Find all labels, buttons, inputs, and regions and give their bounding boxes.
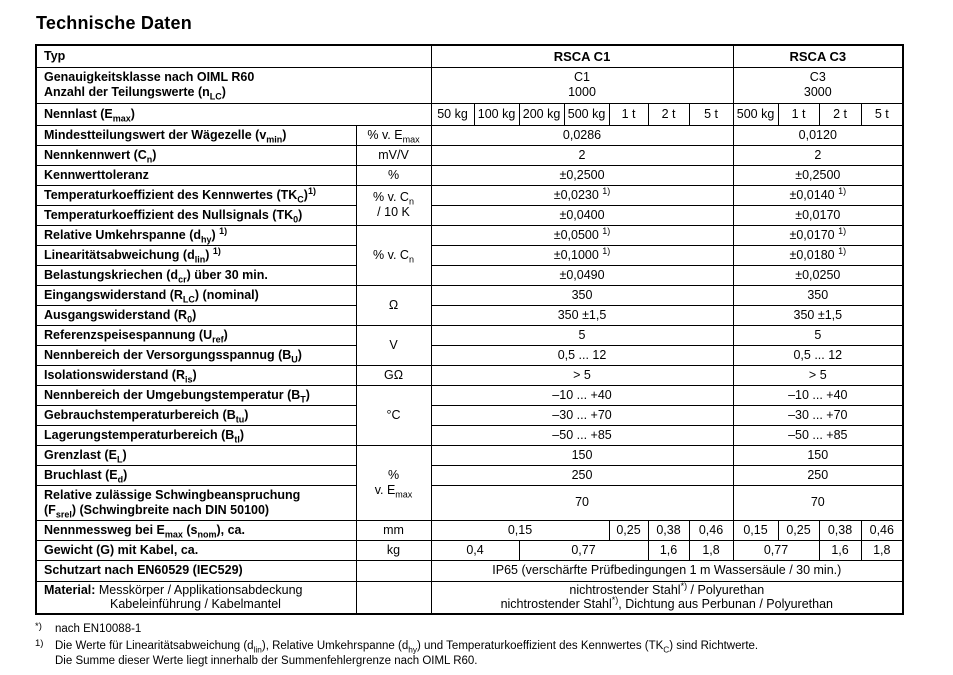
row-kennwerttoleranz	[36, 165, 903, 185]
column-header-rsca-c1: RSCA C1	[431, 45, 733, 67]
bt-c3-value: –10 ... +40	[733, 385, 903, 405]
unit-cell: Ω	[356, 285, 431, 325]
row-isolationswiderstand-label: Isolationswiderstand $(R_{is})$	[36, 365, 356, 385]
column-header-rsca-c3: RSCA C3	[733, 45, 903, 67]
btl-c3-value: –50 ... +85	[733, 425, 903, 445]
snom-c3-value: 0,46	[861, 520, 903, 540]
row-schutzart	[36, 560, 903, 581]
row-kennwerttoleranz-label: Kennwerttoleranz	[36, 165, 356, 185]
genauigkeitsklasse-c3-value: C3 3000	[733, 67, 903, 103]
unit-cell: GΩ	[356, 365, 431, 385]
row-lagerungstemperatur-label: Lagerungstemperaturbereich $(B_{tl})$	[36, 425, 356, 445]
row-tk-kennwert	[36, 185, 903, 205]
page-title: Technische Daten	[36, 13, 192, 33]
row-grenzlast-label: Grenzlast $(E_L)$	[36, 445, 356, 465]
genauigkeitsklasse-c1-value: C1 1000	[431, 67, 733, 103]
btu-c1-value: –30 ... +70	[431, 405, 733, 425]
unit-cell: mm	[356, 520, 431, 540]
row-material-label: Material: Messkörper / Applikationsabdeckung Kabeleinführung / Kabelmantel	[36, 581, 356, 614]
row-lagerungstemperatur	[36, 425, 903, 445]
row-nennlast-label: Nennlast $(E_{max})$	[36, 103, 431, 125]
cn-c3-value: 2	[733, 145, 903, 165]
tk0-c3-value: ±0,0170	[733, 205, 903, 225]
unit-cell: % v. $E_{max}$	[356, 445, 431, 520]
unit-cell: mV/V	[356, 145, 431, 165]
fsrel-c3-value: 70	[733, 485, 903, 520]
uref-c1-value: 5	[431, 325, 733, 345]
bt-c1-value: –10 ... +40	[431, 385, 733, 405]
bu-c1-value: 0,5 ... 12	[431, 345, 733, 365]
row-linearitaetsabweichung	[36, 245, 903, 265]
row-schwingbeanspruchung-label: Relative zulässige Schwingbeanspruchung $(F_{srel})$ (Schwingbreite nach DIN 50100)	[36, 485, 356, 520]
unit-cell: kg	[356, 540, 431, 560]
ktol-c1-value: ±0,2500	[431, 165, 733, 185]
uref-c3-value: 5	[733, 325, 903, 345]
row-referenzspeisespannung	[36, 325, 903, 345]
row-umgebungstemperatur-label: Nennbereich der Umgebungstemperatur $(B_T)$	[36, 385, 356, 405]
footnote-star-text: nach EN10088-1	[55, 623, 142, 635]
row-isolationswiderstand	[36, 365, 903, 385]
btl-c1-value: –50 ... +85	[431, 425, 733, 445]
dhy-c3-value: ±0,0170 $^{1)}$	[733, 225, 903, 245]
nennlast-c1-col: 50 kg	[431, 103, 474, 125]
row-ausgangswiderstand	[36, 305, 903, 325]
footnote-star-marker: *)	[35, 621, 42, 632]
nennlast-c1-col: 200 kg	[519, 103, 564, 125]
snom-c3-value: 0,25	[778, 520, 819, 540]
gewicht-c1-value: 0,4	[431, 540, 519, 560]
row-linearitaetsabweichung-label: Linearitätsabweichung $(d_{lin})$ $^{1)}$	[36, 245, 356, 265]
ris-c1-value: > 5	[431, 365, 733, 385]
row-typ-label: Typ	[36, 45, 431, 67]
snom-c1-value: 0,38	[648, 520, 689, 540]
dcr-c3-value: ±0,0250	[733, 265, 903, 285]
tk0-c1-value: ±0,0400	[431, 205, 733, 225]
unit-cell: V	[356, 325, 431, 365]
dlin-c3-value: ±0,0180 $^{1)}$	[733, 245, 903, 265]
row-gebrauchstemperatur	[36, 405, 903, 425]
nennlast-c3-col: 5 t	[861, 103, 903, 125]
row-schutzart-label: Schutzart nach EN60529 (IEC529)	[36, 560, 356, 581]
technical-data-table	[35, 44, 904, 615]
row-belastungskriechen	[36, 265, 903, 285]
nennlast-c3-col: 2 t	[819, 103, 861, 125]
footnote-star	[35, 622, 940, 637]
row-versorgungsspannung-label: Nennbereich der Versorgungsspannug $(B_U)$	[36, 345, 356, 365]
material-value: nichtrostender Stahl*) / Polyurethan nichtrostender Stahl*), Dichtung aus Perbunan / Polyurethan	[431, 581, 903, 614]
row-material	[36, 581, 903, 614]
unit-cell	[356, 560, 431, 581]
nennlast-c3-col: 500 kg	[733, 103, 778, 125]
unit-cell: % v. $C_n$ / 10 K	[356, 185, 431, 225]
row-referenzspeisespannung-label: Referenzspeisespannung $(U_{ref})$	[36, 325, 356, 345]
row-nennlast	[36, 103, 903, 125]
row-nennkennwert	[36, 145, 903, 165]
row-belastungskriechen-label: Belastungskriechen $(d_{cr})$ über 30 min.	[36, 265, 356, 285]
el-c1-value: 150	[431, 445, 733, 465]
gewicht-c1-value: 1,8	[689, 540, 733, 560]
nennlast-c1-col: 100 kg	[474, 103, 519, 125]
row-typ	[36, 45, 903, 67]
dcr-c1-value: ±0,0490	[431, 265, 733, 285]
bu-c3-value: 0,5 ... 12	[733, 345, 903, 365]
vmin-c1-value: 0,0286	[431, 125, 733, 145]
row-grenzlast	[36, 445, 903, 465]
row-eingangswiderstand-label: Eingangswiderstand $(R_{LC})$ (nominal)	[36, 285, 356, 305]
dlin-c1-value: ±0,1000 $^{1)}$	[431, 245, 733, 265]
snom-c3-value: 0,15	[733, 520, 778, 540]
nennlast-c1-col: 2 t	[648, 103, 689, 125]
row-umkehrspanne-label: Relative Umkehrspanne $(d_{hy})$ $^{1)}$	[36, 225, 356, 245]
footnote-1-marker: 1)	[35, 638, 44, 650]
footnote-1-line1: Die Werte für Linearitätsabweichung $(d_{lin})$, Relative Umkehrspanne $(d_{hy})$ und Temperaturkoeffizient des Kennwertes $(TK_C)$ sind Richtwerte.	[55, 640, 759, 655]
row-umkehrspanne	[36, 225, 903, 245]
row-bruchlast-label: Bruchlast $(E_d)$	[36, 465, 356, 485]
schutzart-value: IP65 (verschärfte Prüfbedingungen 1 m Wassersäule / 30 min.)	[431, 560, 903, 581]
unit-cell: °C	[356, 385, 431, 445]
row-mindestteilungswert-label: Mindestteilungswert der Wägezelle $(v_{min})$	[36, 125, 356, 145]
row-tk-kennwert-label: Temperaturkoeffizient des Kennwertes $(TK_C)^{1)}$	[36, 185, 356, 205]
unit-cell: %	[356, 165, 431, 185]
footnote-1	[35, 639, 940, 669]
row-umgebungstemperatur	[36, 385, 903, 405]
row-gewicht-label: Gewicht (G) mit Kabel, ca.	[36, 540, 356, 560]
unit-cell: % v. $E_{max}$	[356, 125, 431, 145]
row-tk-nullsignal-label: Temperaturkoeffizient des Nullsignals $(TK_0)$	[36, 205, 356, 225]
unit-cell: % v. $C_n$	[356, 225, 431, 285]
snom-c1-value: 0,46	[689, 520, 733, 540]
ktol-c3-value: ±0,2500	[733, 165, 903, 185]
row-genauigkeitsklasse	[36, 67, 903, 103]
row-nennmessweg-label: Nennmessweg bei $E_{max}$ $(s_{nom})$, ca.	[36, 520, 356, 540]
nennlast-c1-col: 5 t	[689, 103, 733, 125]
footnotes	[35, 622, 940, 670]
ris-c3-value: > 5	[733, 365, 903, 385]
vmin-c3-value: 0,0120	[733, 125, 903, 145]
btu-c3-value: –30 ... +70	[733, 405, 903, 425]
nennlast-c1-col: 500 kg	[564, 103, 609, 125]
gewicht-c3-value: 0,77	[733, 540, 819, 560]
row-schwingbeanspruchung	[36, 485, 903, 520]
tkc-c3-value: ±0,0140 $^{1)}$	[733, 185, 903, 205]
rlc-c1-value: 350	[431, 285, 733, 305]
fsrel-c1-value: 70	[431, 485, 733, 520]
snom-c1-value: 0,25	[609, 520, 648, 540]
ed-c1-value: 250	[431, 465, 733, 485]
r0-c1-value: 350 ±1,5	[431, 305, 733, 325]
row-ausgangswiderstand-label: Ausgangswiderstand $(R_0)$	[36, 305, 356, 325]
row-eingangswiderstand	[36, 285, 903, 305]
row-versorgungsspannung	[36, 345, 903, 365]
gewicht-c1-value: 0,77	[519, 540, 648, 560]
row-tk-nullsignal	[36, 205, 903, 225]
gewicht-c3-value: 1,6	[819, 540, 861, 560]
unit-cell	[356, 581, 431, 614]
nennlast-c3-col: 1 t	[778, 103, 819, 125]
footnote-1-text	[55, 639, 940, 669]
row-gewicht	[36, 540, 903, 560]
row-gebrauchstemperatur-label: Gebrauchstemperaturbereich $(B_{tu})$	[36, 405, 356, 425]
dhy-c1-value: ±0,0500 $^{1)}$	[431, 225, 733, 245]
nennlast-c1-col: 1 t	[609, 103, 648, 125]
gewicht-c3-value: 1,8	[861, 540, 903, 560]
gewicht-c1-value: 1,6	[648, 540, 689, 560]
row-nennmessweg	[36, 520, 903, 540]
el-c3-value: 150	[733, 445, 903, 465]
row-bruchlast	[36, 465, 903, 485]
tkc-c1-value: ±0,0230 $^{1)}$	[431, 185, 733, 205]
rlc-c3-value: 350	[733, 285, 903, 305]
row-nennkennwert-label: Nennkennwert $(C_n)$	[36, 145, 356, 165]
snom-c3-value: 0,38	[819, 520, 861, 540]
cn-c1-value: 2	[431, 145, 733, 165]
row-genauigkeitsklasse-label: Genauigkeitsklasse nach OIML R60 Anzahl der Teilungswerte $(n_{LC})$	[36, 67, 431, 103]
r0-c3-value: 350 ±1,5	[733, 305, 903, 325]
row-mindestteilungswert	[36, 125, 903, 145]
footnote-1-line2: Die Summe dieser Werte liegt innerhalb der Summenfehlergrenze nach OIML R60.	[55, 655, 478, 668]
ed-c3-value: 250	[733, 465, 903, 485]
snom-c1-value: 0,15	[431, 520, 609, 540]
